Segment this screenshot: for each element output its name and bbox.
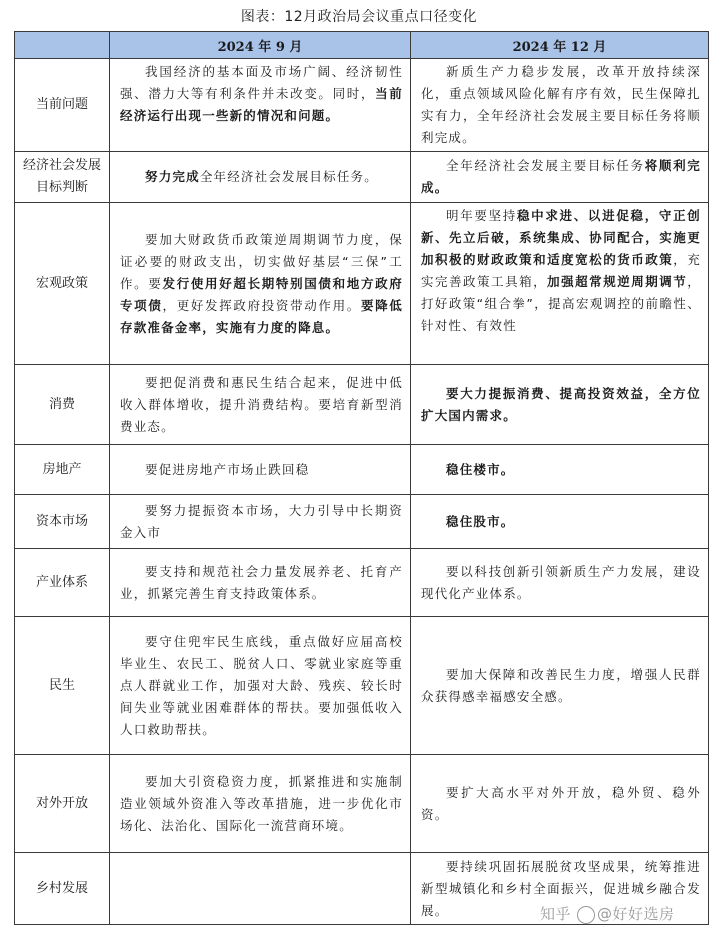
cell-paragraph: [421, 383, 701, 427]
text-run: 全年经济社会发展目标任务。: [199, 169, 378, 184]
cell-paragraph: [421, 155, 701, 199]
text-run: ，打好政策“组合拳”，提高宏观调控的前瞻性、针对性、有效性: [421, 274, 701, 333]
row-goal-judgement: [15, 152, 709, 203]
dec-cell: [411, 549, 709, 617]
text-run: 要加大保障和改善民生力度，增强人民群众获得感幸福感安全感。: [421, 666, 701, 704]
cell-paragraph: [421, 459, 701, 481]
watermark: [540, 903, 675, 924]
bold-text-run: 加强超常规逆周期调节: [547, 274, 688, 289]
header-blank: [15, 32, 110, 59]
row-livelihood: [15, 617, 709, 755]
comparison-table: [14, 31, 709, 925]
sep-cell: [110, 365, 411, 445]
sep-cell: [110, 445, 411, 495]
sep-cell: [110, 152, 411, 203]
bold-text-run: 发行使用好超长期特别国债和地方政府专项债: [120, 275, 403, 313]
bold-text-run: 稳中求进、以进促稳，守正创新、先立后破，系统集成、协同配合，实施更加积极的财政政策和适度宽松的货币政策: [421, 208, 701, 267]
category-cell: 当前问题: [15, 59, 110, 152]
category-cell: 产业体系: [15, 549, 110, 617]
cell-paragraph: [120, 631, 403, 741]
sep-cell: [110, 203, 411, 365]
cell-paragraph: [421, 664, 701, 708]
text-run: 要守住兜牢民生底线，重点做好应届高校毕业生、农民工、脱贫人口、零就业家庭等重点人群就业工作，加强对大龄、残疾、较长时间失业等就业困难群体的帮扶。要加强低收入人口救助帮扶。: [120, 633, 403, 737]
row-capital-market: [15, 495, 709, 549]
text-run: 要扩大高水平对外开放，稳外贸、稳外资。: [421, 784, 701, 822]
sep-cell: [110, 853, 411, 925]
text-run: 我国经济的基本面及市场广阔、经济韧性强、潜力大等有利条件并未改变。同时，: [120, 64, 403, 101]
text-run: 全年经济社会发展主要目标任务: [446, 158, 645, 173]
cell-paragraph: [120, 500, 403, 544]
text-run: ，更好发挥政府投资带动作用。: [162, 297, 361, 313]
text-run: 要把促消费和惠民生结合起来，促进中低收入群体增收，提升消费结构。要培育新型消费业态。: [120, 374, 403, 434]
watermark-left: 知乎: [540, 905, 572, 923]
sep-cell: [110, 617, 411, 755]
category-cell: 资本市场: [15, 495, 110, 549]
category-cell: 对外开放: [15, 755, 110, 853]
row-opening-up: [15, 755, 709, 853]
cell-paragraph: [120, 372, 403, 438]
cell-paragraph: [120, 61, 403, 127]
page-title: 图表：12月政治局会议重点口径变化: [240, 9, 478, 25]
text-run: 要加大财政货币政策逆周期调节力度，保证必要的财政支出，切实做好基层“三保”工作。要: [120, 231, 403, 291]
row-consumption: [15, 365, 709, 445]
cell-paragraph: [421, 511, 701, 533]
text-run: 要促进房地产市场止跌回稳: [145, 461, 310, 477]
bold-text-run: 要降低存款准备金率，实施有力度的降息。: [120, 297, 403, 335]
category-cell: 乡村发展: [15, 853, 110, 925]
text-run: 要持续巩固拓展脱贫攻坚成果，统筹推进新型城镇化和乡村全面振兴，促进城乡融合发展。: [421, 858, 701, 918]
cell-paragraph: [120, 166, 403, 188]
bold-text-run: 要大力提振消费、提高投资效益，全方位扩大国内需求。: [421, 385, 701, 423]
bold-text-run: 稳住楼市。: [446, 461, 515, 477]
category-cell: 房地产: [15, 445, 110, 495]
row-real-estate: [15, 445, 709, 495]
dec-cell: [411, 152, 709, 203]
cell-paragraph: [120, 771, 403, 837]
category-cell: 消费: [15, 365, 110, 445]
text-run: 明年要坚持: [446, 208, 517, 223]
cell-paragraph: [421, 782, 701, 826]
dec-cell: [411, 59, 709, 152]
dec-cell: [411, 755, 709, 853]
dec-cell: [411, 365, 709, 445]
sep-cell: [110, 495, 411, 549]
watermark-right: @好好选房: [597, 905, 675, 923]
category-cell: 宏观政策: [15, 203, 110, 365]
dec-cell: [411, 445, 709, 495]
text-run: 要以科技创新引领新质生产力发展，建设现代化产业体系。: [421, 563, 701, 601]
category-cell: 经济社会发展目标判断: [15, 152, 110, 203]
bold-text-run: 稳住股市。: [446, 513, 515, 529]
text-run: 新质生产力稳步发展，改革开放持续深化，重点领域风险化解有序有效，民生保障扎实有力，全年经济社会发展主要目标任务将顺利完成。: [421, 64, 701, 145]
cell-paragraph: [120, 459, 403, 481]
sep-cell: [110, 755, 411, 853]
row-industry-system: [15, 549, 709, 617]
dec-cell: [411, 617, 709, 755]
category-cell: 民生: [15, 617, 110, 755]
text-run: 要支持和规范社会力量发展养老、托育产业，抓紧完善生育支持政策体系。: [120, 563, 403, 601]
cell-paragraph: [120, 561, 403, 605]
bold-text-run: 当前经济运行出现一些新的情况和问题。: [120, 86, 403, 123]
watermark-avatar-icon: [577, 906, 595, 924]
cell-paragraph: [421, 561, 701, 605]
cell-paragraph: [421, 61, 701, 149]
sep-cell: [110, 549, 411, 617]
bold-text-run: 努力完成: [145, 169, 200, 184]
dec-cell: [411, 203, 709, 365]
header-sep-2024: 2024 年 9 月: [110, 32, 411, 59]
sep-cell: [110, 59, 411, 152]
text-run: 要努力提振资本市场，大力引导中长期资金入市: [120, 502, 403, 540]
header-row: [15, 32, 709, 59]
text-run: 要加大引资稳资力度，抓紧推进和实施制造业领域外资准入等改革措施，进一步优化市场化、法治化、国际化一流营商环境。: [120, 773, 403, 833]
row-current-issues: [15, 59, 709, 152]
bold-text-run: 将顺利完成。: [421, 158, 701, 195]
cell-paragraph: [120, 229, 403, 339]
dec-cell: [411, 495, 709, 549]
row-macro-policy: [15, 203, 709, 365]
cell-paragraph: [421, 205, 701, 337]
header-dec-2024: 2024 年 12 月: [411, 32, 709, 59]
text-run: ，充实完善政策工具箱，: [421, 252, 701, 289]
